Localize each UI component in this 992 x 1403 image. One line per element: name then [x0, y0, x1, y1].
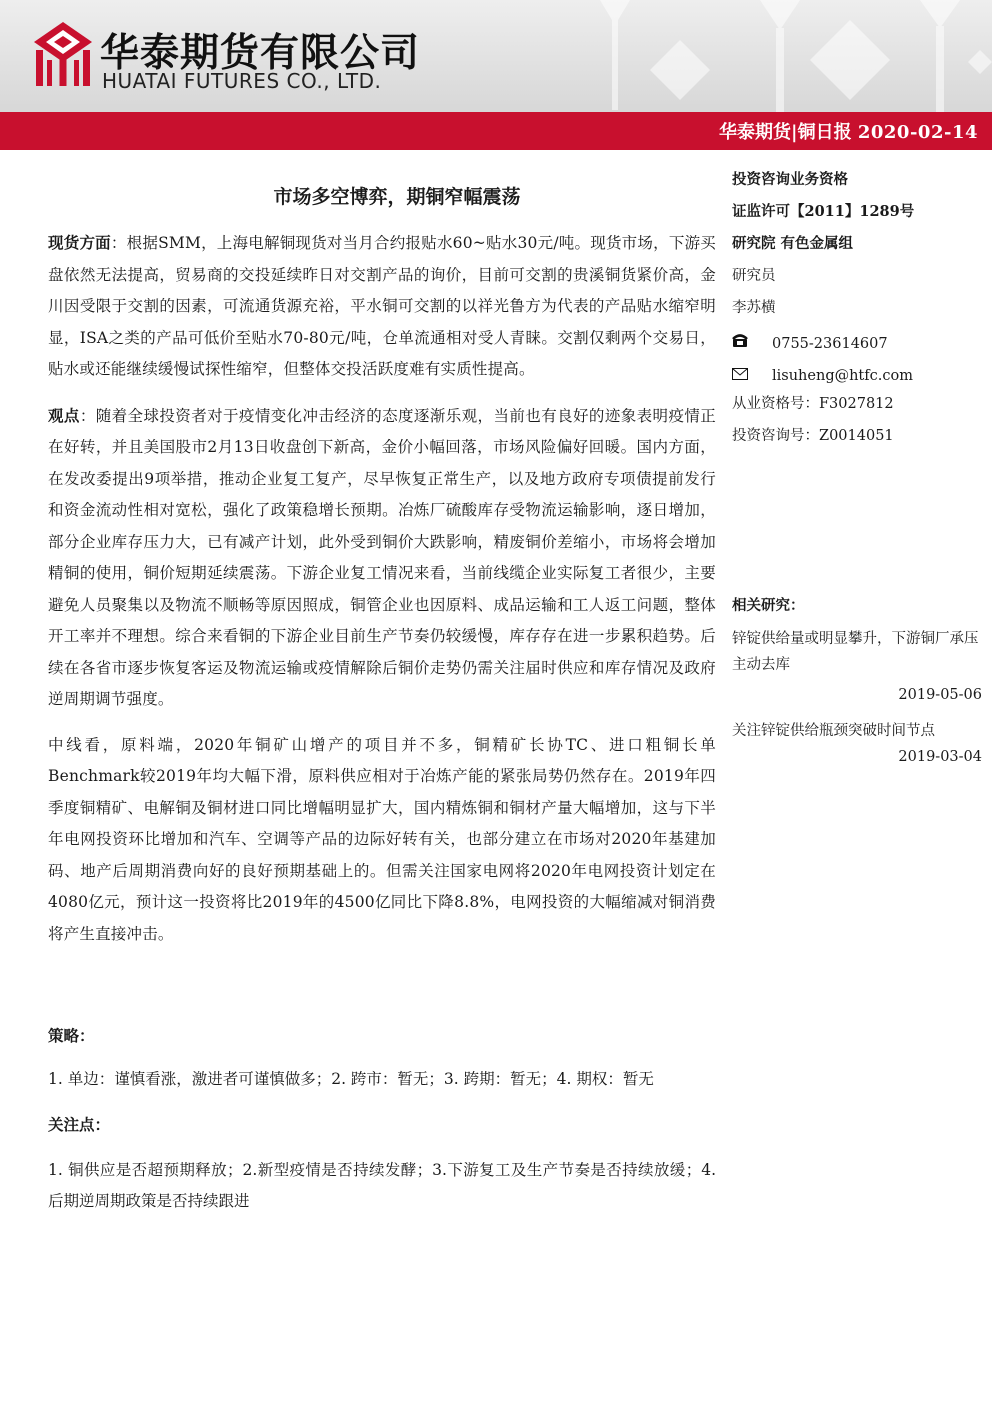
spot-text: ：根据SMM，上海电解铜现货对当月合约报贴水60~贴水30元/吨。现货市场，下游买盘依然无法提高，贸易商的交投延续昨日对交割产品的询价，目前可交割的贵溪铜货紧价高，金川因受限于交割的因素，可流通货源充裕，平水铜可交割的以祥光鲁方为代表的产品贴水缩窄明显，ISA之类的产品可低价至贴水70-80元/吨，仓单流通相对受人青睐。交割仅剩两个交易日，贴水或还能继续缓慢试探性缩窄，但整体交投活跃度难有实质性提高。: [48, 234, 716, 378]
related-research-heading: 相关研究：: [732, 597, 805, 614]
related-item-title[interactable]: 锌锭供给量或明显攀升，下游铜厂承压主动去库: [732, 631, 979, 673]
strategy-text: 1. 单边：谨慎看涨，激进者可谨慎做多；2. 跨市：暂无；3. 跨期：暂无；4. 期权：暂无: [48, 1070, 654, 1088]
phone-row: [732, 328, 982, 360]
sidebar: [732, 168, 982, 770]
midterm-paragraph: 中线看，原料端，2020年铜矿山增产的项目并不多，铜精矿长协TC、进口粗铜长单Benchmark较2019年均大幅下滑，原料供应相对于冶炼产能的紧张局势仍然存在。2019年四季度铜精矿、电解铜及铜材进口同比增幅明显扩大，国内精炼铜和铜材产量大幅增加，这与下半年电网投资环比增加和汽车、空调等产品的边际好转有关，也部分建立在市场对2020年基建加码、地产后周期消费向好的良好预期基础上的。但需关注国家电网将2020年电网投资计划定在4080亿元，预计这一投资将比2019年的4500亿同比下降8.8%，电网投资的大幅缩减对铜消费将产生直接冲击。: [48, 735, 716, 943]
phone-number: 0755-23614607: [772, 336, 888, 352]
company-name-en: HUATAI FUTURES CO., LTD.: [102, 69, 382, 93]
company-name-cn: 华泰期货有限公司: [100, 31, 421, 76]
analyst-role: 研究员: [732, 268, 776, 284]
report-title: 市场多空博弈，期铜窄幅震荡: [273, 186, 521, 208]
report-banner: [0, 112, 992, 150]
related-item-title[interactable]: 关注锌锭供给瓶颈突破时间节点: [732, 723, 935, 739]
email-address[interactable]: lisuheng@htfc.com: [772, 368, 913, 384]
telephone-icon: [732, 332, 772, 356]
spot-paragraph: [48, 227, 716, 386]
spot-label: 现货方面: [48, 233, 111, 252]
main-content: [48, 182, 716, 1217]
banner-brand: 华泰期货: [719, 122, 792, 143]
related-item-date: 2019-03-04: [898, 749, 982, 765]
banner-report-type: 铜日报: [797, 122, 852, 143]
license-number: 证监许可【2011】1289号: [732, 203, 915, 220]
focus-text: 1. 铜供应是否超预期释放；2.新型疫情是否持续发酵；3.下游复工及生产节奏是否持续放缓；4. 后期逆周期政策是否持续跟进: [48, 1161, 716, 1210]
email-row: [732, 360, 982, 392]
banner-separator: |: [791, 122, 798, 143]
view-paragraph: [48, 400, 716, 716]
certification-number: 从业资格号：F3027812: [732, 396, 894, 412]
strategy-heading: 策略：: [48, 1026, 95, 1045]
view-label: 观点: [48, 405, 80, 425]
qualification: 投资咨询业务资格: [732, 171, 848, 188]
banner-date: 2020-02-14: [857, 122, 978, 143]
envelope-icon: [732, 364, 772, 388]
report-banner-text: [719, 118, 978, 144]
company-logo: [32, 20, 94, 88]
page-header: [0, 0, 992, 112]
focus-heading: 关注点：: [48, 1115, 111, 1134]
analyst-name: 李苏横: [732, 300, 776, 316]
view-text: ：随着全球投资者对于疫情变化冲击经济的态度逐渐乐观，当前也有良好的迹象表明疫情正在好转，并且美国股市2月13日收盘创下新高，金价小幅回落，市场风险偏好回暖。国内方面，在发改委提出9项举措，推动企业复工复产，尽早恢复正常生产，以及地方政府专项债提前发行和资金流动性相对宽松，强化了政策稳增长预期。冶炼厂硫酸库存受物流运输影响，逐日增加，部分企业库存压力大，已有减产计划，此外受到铜价大跌影响，精废铜价差缩小，市场将会增加精铜的使用，铜价短期延续震荡。下游企业复工情况来看，当前线缆企业实际复工者很少，主要避免人员聚集以及物流不顺畅等原因照成，铜管企业也因原料、成品运输和工人返工问题，整体开工率并不理想。综合来看铜的下游企业目前生产节奏仍较缓慢，库存存在进一步累积趋势。后续在各省市逐步恢复客运及物流运输或疫情解除后铜价走势仍需关注届时供应和库存情况及政府逆周期调节强度。: [48, 406, 716, 708]
institute: 研究院 有色金属组: [732, 235, 854, 252]
decorative-background-pattern: [560, 0, 992, 112]
consulting-number: 投资咨询号：Z0014051: [732, 428, 894, 444]
related-item-date: 2019-05-06: [898, 687, 982, 703]
